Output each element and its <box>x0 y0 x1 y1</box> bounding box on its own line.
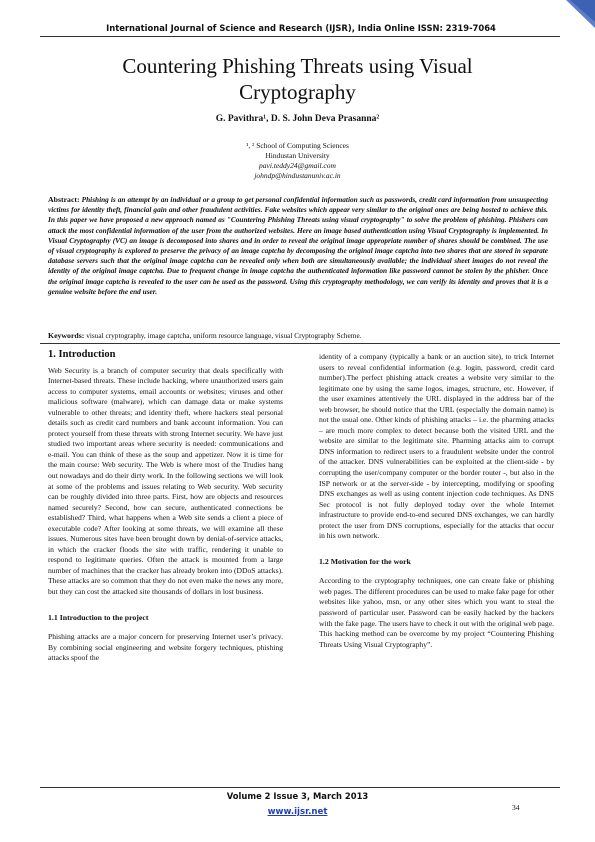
subsection-heading-1-2: 1.2 Motivation for the work <box>319 556 411 566</box>
keywords <box>48 331 548 340</box>
author-email-1[interactable]: pavi.teddy24@gmail.com <box>259 161 336 170</box>
keywords-rule <box>40 343 560 344</box>
abstract-label: Abstract: <box>48 195 80 204</box>
header-rule <box>40 36 560 37</box>
page-number: 34 <box>512 803 520 812</box>
project-intro-paragraph: Phishing attacks are a major concern for preserving Internet user’s privacy. By combining social engineering and website forgery techniques, phishing attacks spoof the <box>48 632 283 663</box>
page-corner-decoration <box>562 0 595 30</box>
keywords-text: visual cryptography, image captcha, uniform resource language, visual Cryptography Scheme. <box>86 331 362 340</box>
paper-authors: G. Pavithra¹, D. S. John Deva Prasanna² <box>215 114 380 124</box>
author-email-2[interactable]: johndp@hindustanuniv.ac.in <box>254 171 341 180</box>
motivation-paragraph: According to the cryptography techniques, one can create fake or phishing web pages. The different procedures can be used to make fake page for other websites like yahoo, msn, or any other sites which you want to steal the password of particular user. Password can be easily hacked by the hackers with the fake page. The users have to check it out with the original web page. This hacking method can be overcome by my project “Countering Phishing Threats Using Visual Cryptography”. <box>319 576 554 649</box>
abstract <box>48 195 548 297</box>
footer-website-link[interactable]: www.ijsr.net <box>267 807 328 817</box>
paper-title: Countering Phishing Threats using Visual Cryptography <box>122 54 473 104</box>
phishing-paragraph: identity of a company (typically a bank or an auction site), to trick Internet users to reveal confidential information (e.g. login, password, credit card number).The perfect phishing attack creates a website very similar to the legitimate one by using the same logos, images, structure, etc. However, if the user examines attentively the URL displayed in the address bar of the web browser, he should notice that the URL (especially the domain name) is not the usual one. Other kinds of phishing attacks – i.e. the pharming attacks – are much more complex to detect because both the visited URL and the website are similar to the legitimate site. Pharming attacks aim to corrupt DNS information to redirect users to a fraudulent website under the control of the attacker. DNS vulnerabilities can be exploited at the client-side - by corrupting the user/company computer or the border router -, but also in the ISP network or at the server-side - by intercepting, modifying or spoofing DNS exchanges as well as using content injection code techniques. As DNS Sec protocol is not fully deployed today over the whole Internet infrastructure to provide end-to-end secured DNS exchanges, we can hardly protect the user from DNS corruptions, especially for the attacks that occur in his own network. <box>319 352 554 541</box>
introduction-paragraph: Web Security is a branch of computer security that deals specifically with Internet-based threats. These include hacking, where unauthorized users gain access to computer systems, email accounts or websites; viruses and other malicious software (malware), which can damage data or make systems vulnerable to other threats; and identity theft, where hackers steal personal details such as credit card numbers and bank account information. You can protect yourself from these threats with strong Internet security. We have just studied two important areas where security is needed: communications and e-mail. You can think of these as the soup and appetizer. Now it is time for the main course: Web security. The Web is where most of the Trudies hang out nowadays and do their dirty work. In the following sections we will look at some of the problems and issues relating to Web security. Web security can be roughly divided into three parts. First, how are objects and resources named securely? Second, how can secure, authenticated connections be established? Third, what happens when a Web site sends a client a piece of executable code? After looking at some threats, we will examine all these issues. Numerous sites have been brought down by denial-of-service attacks, in which the cracker floods the site with traffic, rendering it unable to respond to legitimate queries. Often the attack is mounted from a large number of machines that the cracker has already broken into (DDoS attacks). These attacks are so common that they do not even make the news any more, but they can cost the attacked site thousands of dollars in lost business. <box>48 365 283 597</box>
footer-rule <box>40 787 560 788</box>
subsection-heading-1-1: 1.1 Introduction to the project <box>48 612 149 622</box>
affiliation-department: ¹, ² School of Computing Sciences <box>246 141 349 150</box>
left-column <box>48 350 283 664</box>
right-column <box>319 352 554 650</box>
abstract-text: Phishing is an attempt by an individual or a group to get personal confidential information such as passwords, credit card information from unsuspecting victims for identity theft, financial gain and other fraudulent activities. Fake websites which appear very similar to the original ones are being hosted to achieve this. In this paper we have proposed a new approach named as "Countering Phishing Threats using visual cryptography" to solve the problem of phishing. Phishers can attack the most confidential information of the user from the authorized websites. Here an image based authentication using Visual Cryptography is implemented. In Visual Cryptography (VC) an image is decomposed into shares and in order to reveal the original image appropriate number of shares should be combined. The use of visual cryptography is explored to preserve the privacy of an image captcha by decomposing the original image captcha into two shares that are stored in separate database servers such that the original image captcha can be revealed only when both are simultaneously available; the individual sheet images do not reveal the identity of the original image captcha. Due to frequent change in image captcha the authenticated information like password cannot be stolen by the phisher. Once the original image captcha is revealed to the user can be used as the password. Using this cryptography methodology, we can verify its identity and proves that it is a genuine website before the end user. <box>48 195 548 296</box>
section-heading-introduction: 1. Introduction <box>48 349 116 360</box>
footer-issue: Volume 2 Issue 3, March 2013 <box>226 791 369 801</box>
keywords-label: Keywords: <box>48 331 85 340</box>
affiliation-university: Hindustan University <box>265 151 330 160</box>
journal-header: International Journal of Science and Research (IJSR), India Online ISSN: 2319-7064 <box>106 23 496 33</box>
